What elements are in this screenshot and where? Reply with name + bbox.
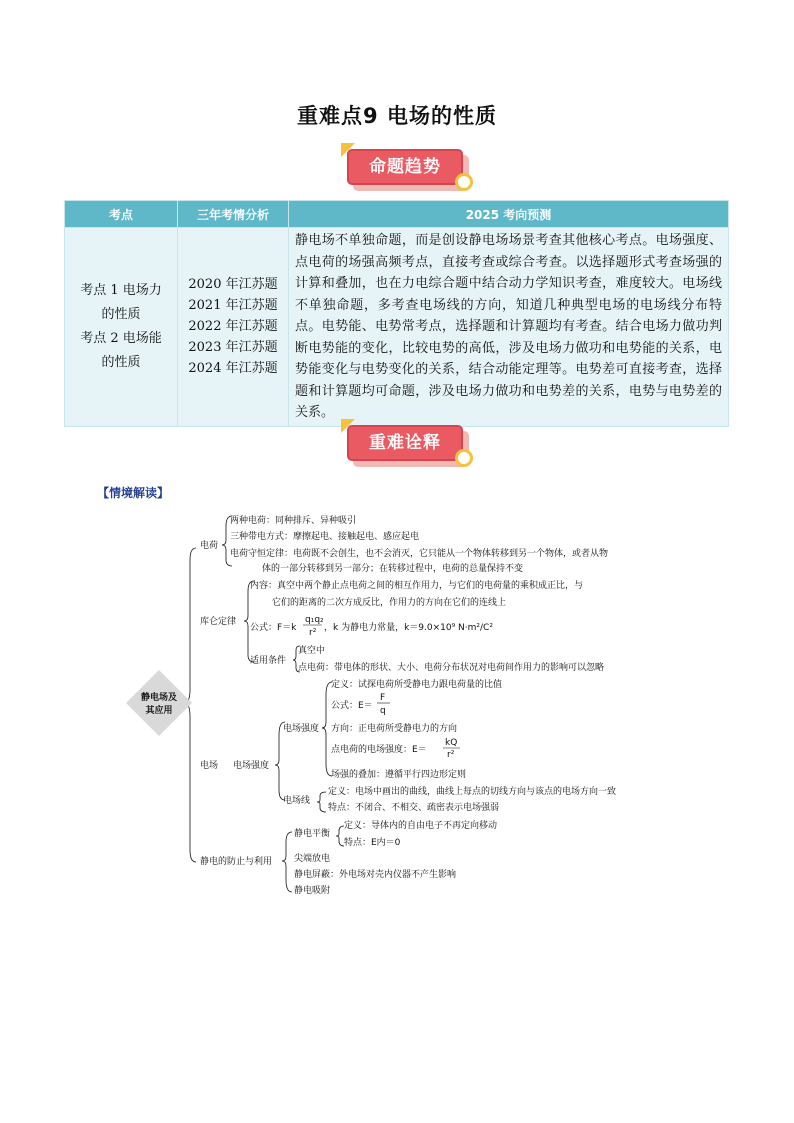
coulomb-line2: 它们的距离的二次方成反比，作用力的方向在它们的连线上 — [272, 598, 507, 608]
eq-feature: 特点：E内＝0 — [344, 838, 401, 848]
years-cell: 2020 年江苏题 2021 年江苏题 2022 年江苏题 2023 年江苏题 2024 年江苏题 — [178, 228, 289, 427]
eq-def: 定义：导体内的自由电子不再定向移动 — [344, 821, 498, 831]
adsorption: 静电吸附 — [294, 886, 331, 896]
root-node — [126, 670, 192, 736]
point-field-num: kQ — [445, 738, 458, 748]
banner-explain: 重难诠释 — [347, 425, 467, 463]
coulomb-formula-den: r² — [309, 628, 317, 638]
charge-line4: 体的一部分转移到另一部分；在转移过程中，电荷的总量保持不变 — [262, 564, 524, 574]
header-point: 考点 — [65, 201, 178, 228]
root-line2: 其应用 — [145, 706, 173, 716]
coulomb-label: 库仑定律 — [200, 617, 237, 627]
forecast-cell: 静电场不单独命题，而是创设静电场场景考查其他核心考点。电场强度、点电荷的场强高频考点，直接考查或综合考查。以选择题形式考查场强的计算和叠加，也在力电综合题中结合动力学知识考查，难度较大。电场线不单独命题，多考查电场线的方向，知道几种典型电场的电场线分布特点。电势能、电势常考点，选择题和计算题均有考查。结合电场力做功判断电势能的变化，比较电势的高低，涉及电场力做功和电势能的关系，电势能变化与电势变化的关系，结合动能定理等。电势差可直接考查，选择题和计算题均可命题，涉及电场力做功和电势差的关系，电势与电势差的关系。 — [289, 228, 729, 427]
coulomb-formula-pre: 公式：F＝k — [250, 623, 297, 633]
condition-2: 点电荷：带电体的形状、大小、电荷分布状况对电荷间作用力的影响可以忽略 — [298, 663, 605, 673]
condition-1: 真空中 — [298, 646, 326, 656]
strength-direction: 方向：正电荷所受静电力的方向 — [331, 724, 458, 734]
field-lines-feature: 特点：不闭合、不相交、疏密表示电场强弱 — [328, 803, 500, 813]
field-lines-def: 定义：电场中画出的曲线，曲线上每点的切线方向与该点的电场方向一致 — [328, 787, 617, 797]
point-discharge: 尖端放电 — [294, 854, 331, 864]
section-heading: 【情境解读】 — [97, 486, 170, 500]
point-field-pre: 点电荷的电场强度：E＝ — [331, 745, 427, 755]
strength-formula-num: F — [380, 693, 386, 703]
points-cell: 考点 1 电场力 的性质 考点 2 电场能 的性质 — [65, 228, 178, 427]
banner-trend: 命题趋势 — [347, 149, 467, 187]
charge-line2: 三种带电方式：摩擦起电、接触起电、感应起电 — [230, 532, 420, 542]
coulomb-formula-num: q₁q₂ — [305, 615, 324, 625]
condition-label: 适用条件 — [250, 656, 287, 666]
page-title: 重难点9 电场的性质 — [297, 104, 497, 128]
use-label: 静电的防止与利用 — [200, 857, 273, 867]
root-line1: 静电场及 — [140, 693, 178, 703]
coulomb-line1: 内容：真空中两个静止点电荷之间的相互作用力，与它们的电荷量的乘积成正比，与 — [250, 581, 584, 591]
strength-formula-pre: 公式：E＝ — [331, 701, 373, 711]
strength-formula-den: q — [380, 706, 386, 716]
strength-def: 定义：试探电荷所受静电力跟电荷量的比值 — [331, 680, 503, 690]
shielding: 静电屏蔽：外电场对壳内仪器不产生影响 — [294, 870, 457, 880]
field-label: 电场 — [200, 761, 219, 771]
coulomb-formula-post: ，k 为静电力常量，k＝9.0×10⁹ N·m²/C² — [324, 623, 493, 633]
charge-line3: 电荷守恒定律：电荷既不会创生，也不会消灭，它只能从一个物体转移到另一个物体，或者从物 — [230, 549, 609, 559]
charge-line1: 两种电荷：同种排斥、异种吸引 — [230, 516, 357, 526]
header-analysis: 三年考情分析 — [178, 201, 289, 228]
field-strength-label: 电场强度 — [233, 761, 270, 771]
strength-label: 电场强度 — [283, 724, 320, 734]
eq-label: 静电平衡 — [294, 829, 331, 839]
charge-label: 电荷 — [200, 541, 219, 551]
superposition: 场强的叠加：遵循平行四边形定则 — [331, 770, 467, 780]
field-lines-label: 电场线 — [283, 796, 311, 806]
point-field-den: r² — [447, 750, 455, 760]
header-forecast: 2025 考向预测 — [289, 201, 729, 228]
